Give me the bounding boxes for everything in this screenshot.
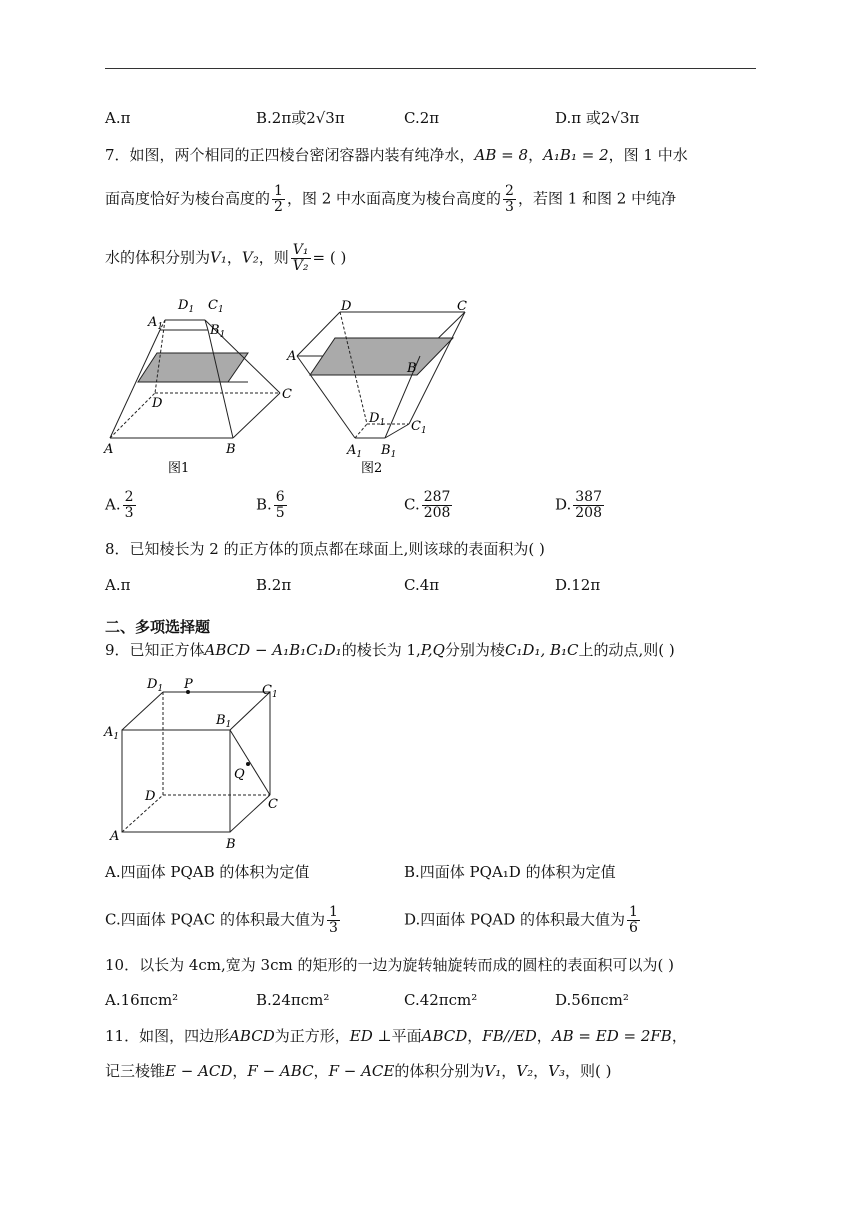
q7-stem-line1: 7．如图，两个相同的正四棱台密闭容器内装有纯净水，AB = 8，A₁B₁ = 2，图 1 中水 [105,146,688,164]
header-rule [105,68,756,69]
q9-stem: 9．已知正方体ABCD − A₁B₁C₁D₁的棱长为 1,P,Q分别为棱C₁D₁, B₁C上的动点,则( ) [105,641,675,659]
svg-text:B1: $B_1$ [210,323,226,340]
q9-option-b[interactable]: B.四面体 PQA₁D 的体积为定值 [404,863,616,881]
svg-text:A1: $A_1$ [347,443,363,460]
q9-cube-figure [100,672,290,852]
svg-text:A: A [287,349,297,364]
svg-text:D1: $D_1$ [147,677,164,694]
q9-option-d[interactable]: D.四面体 PQAD 的体积最大值为 $\frac{1}{6}$ [404,904,638,936]
q11-stem-line2: 记三棱锥E − ACD，F − ABC，F − ACE的体积分别为V₁，V₂，V₃，则( ) [105,1062,612,1080]
svg-text:B: B [226,442,236,457]
svg-text:A: A [104,442,114,457]
q7-option-d[interactable]: D. $\frac{387}{208}$ [555,489,602,521]
svg-text:D1: $D_1$ [178,298,195,315]
q7-figure-2-caption: 图2 [361,461,383,476]
svg-text:D: D [145,789,156,804]
svg-text:D: D [152,396,163,411]
q6-option-a[interactable]: A.π [105,109,131,127]
svg-text:A1: $A_1$ [104,725,120,742]
q8-option-b[interactable]: B.2π [256,576,292,594]
q7-text: 7．如图，两个相同的正四棱台密闭容器内装有纯净水， [105,146,475,164]
q9-option-a[interactable]: A.四面体 PQAB 的体积为定值 [105,863,310,881]
svg-text:C: C [282,387,292,402]
svg-text:B1: $B_1$ [381,443,397,460]
q8-option-d[interactable]: D.12π [555,576,601,594]
q7-fraction-half: $\frac{1}{2}$ [274,183,283,215]
q7-stem-line3: 水的体积分别为V₁，V₂，则 $\frac{\text{V₁}}{\text{V₂}}$ = ( ) [105,242,347,274]
q7-text: ，图 1 中水 [608,146,688,164]
svg-text:Q: Q [234,767,245,782]
q7-text: ，则 [258,248,289,267]
q7-stem-line2 [105,184,676,215]
q7-ratio: $\frac{\text{V₁}}{\text{V₂}}$ [292,242,309,274]
svg-text:D1: $D_1$ [369,411,386,428]
svg-text:B1: $B_1$ [216,713,232,730]
q7-text: 水的体积分别为 [105,248,211,267]
q7-figure-1 [100,290,300,480]
q10-option-c[interactable]: C.42πcm² [404,991,478,1009]
q9-option-c[interactable]: C.四面体 PQAC 的体积最大值为 $\frac{1}{3}$ [105,904,338,936]
q10-stem: 10．以长为 4cm,宽为 3cm 的矩形的一边为旋转轴旋转而成的圆柱的表面积可以为( ) [105,956,674,974]
q6-option-b[interactable]: B.2π或2√3π [256,109,345,127]
section-title: 二、多项选择题 [105,618,211,636]
q10-option-d[interactable]: D.56πcm² [555,991,629,1009]
q8-option-c[interactable]: C.4π [404,576,440,594]
q7-text: = ( ) [312,248,347,267]
svg-text:C1: $C_1$ [208,298,224,315]
svg-text:B: B [226,837,236,852]
q6-option-d[interactable]: D.π 或2√3π [555,109,640,127]
svg-text:P: P [184,677,193,692]
svg-text:D: D [341,299,352,314]
q7-text: ，若图 1 和图 2 中纯净 [517,189,677,208]
svg-text:A: A [110,829,120,844]
svg-text:C1: $C_1$ [411,419,427,436]
q8-option-a[interactable]: A.π [105,576,131,594]
svg-text:B: B [407,361,417,376]
q7-text: ，图 2 中水面高度为棱台高度的 [286,189,502,208]
q7-figure-2 [285,290,485,480]
q10-option-b[interactable]: B.24πcm² [256,991,330,1009]
svg-text:C1: $C_1$ [262,683,278,700]
q7-text: 面高度恰好为棱台高度的 [105,189,271,208]
svg-text:A1: $A_1$ [148,315,164,332]
q7-option-b[interactable]: B. $\frac{6}{5}$ [256,489,285,521]
svg-text:C: C [457,299,467,314]
q7-v2: V₂ [241,248,259,267]
q7-figure-1-caption: 图1 [168,461,190,476]
q7-cond-a1b1: A₁B₁ = 2 [543,146,609,164]
svg-text:C: C [268,797,278,812]
point-q [246,762,250,766]
q6-option-c[interactable]: C.2π [404,109,440,127]
q7-option-c[interactable]: C. $\frac{287}{208}$ [404,489,451,521]
q7-option-a[interactable]: A. $\frac{2}{3}$ [105,489,134,521]
q8-stem: 8．已知棱长为 2 的正方体的顶点都在球面上,则该球的表面积为( ) [105,540,545,558]
q11-stem-line1: 11．如图，四边形ABCD为正方形，ED ⊥平面ABCD，FB//ED，AB = ED = 2FB， [105,1027,687,1045]
q10-option-a[interactable]: A.16πcm² [105,991,179,1009]
q7-cond-ab: AB = 8 [474,146,529,164]
q7-fraction-two-thirds: $\frac{2}{3}$ [505,183,514,215]
q7-v1: V₁ [210,248,227,267]
